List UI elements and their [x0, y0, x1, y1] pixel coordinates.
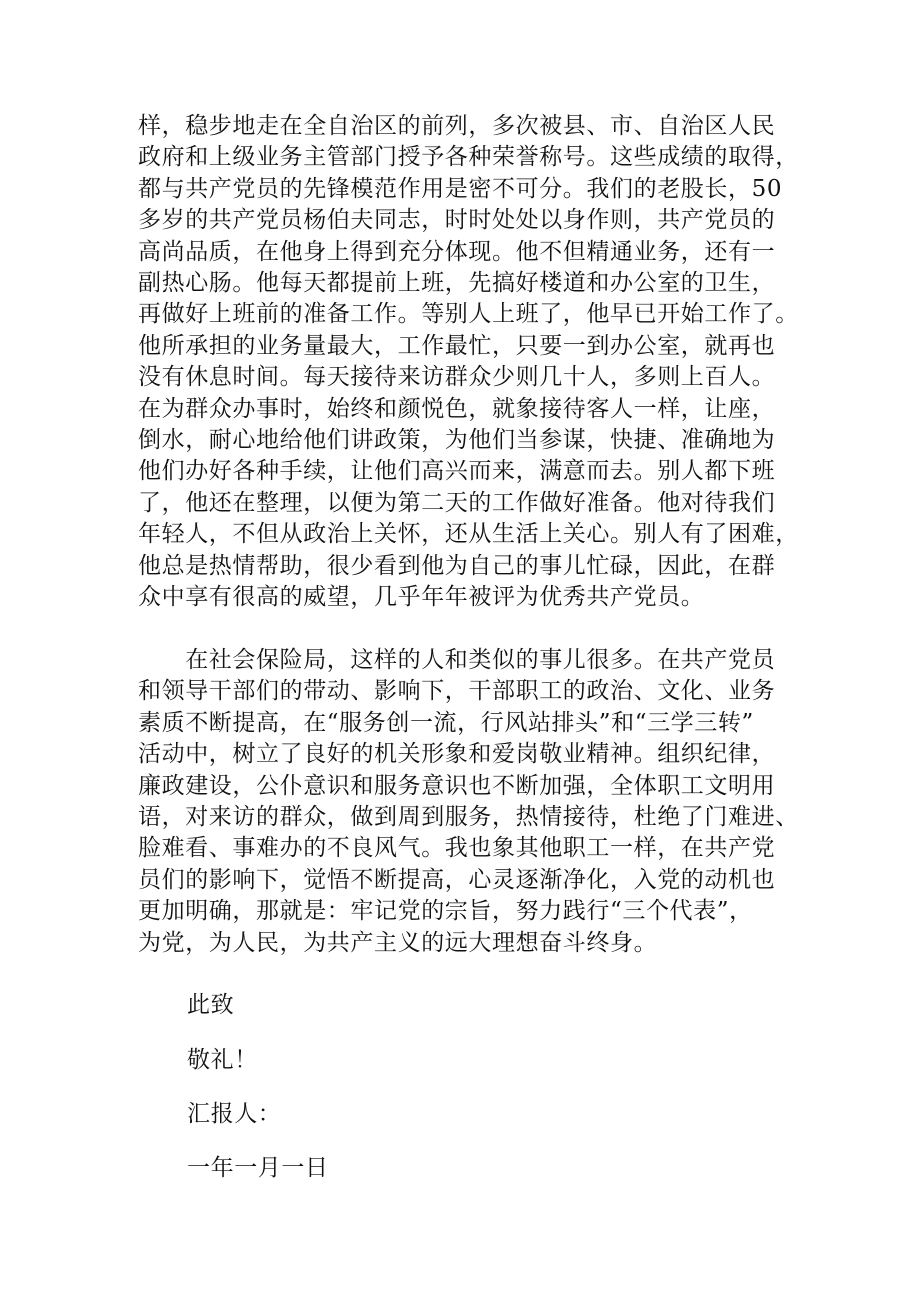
- text-line: 众中享有很高的威望，几乎年年被评为优秀共产党员。: [138, 584, 705, 611]
- text-line: 和领导干部们的带动、影响下，干部职工的政治、文化、业务: [138, 678, 776, 705]
- text-line: 他们办好各种手续，让他们高兴而来，满意而去。别人都下班: [138, 458, 776, 485]
- text-line: 他总是热情帮助，很少看到他为自己的事儿忙碌，因此，在群: [138, 552, 776, 579]
- text-line: 员们的影响下，觉悟不断提高，心灵逐渐净化，入党的动机也: [138, 866, 776, 893]
- reporter-label: 汇报人：: [187, 1101, 282, 1127]
- text-line: 倒水，耐心地给他们讲政策，为他们当参谋，快捷、准确地为: [138, 427, 776, 454]
- text-line: 脸难看、事难办的不良风气。我也象其他职工一样，在共产党: [138, 835, 776, 862]
- body-paragraph-2: [138, 645, 798, 959]
- closing-salute: 此致: [187, 992, 235, 1018]
- text-line: 副热心肠。他每天都提前上班，先搞好楼道和办公室的卫生，: [138, 270, 776, 297]
- text-line: 在为群众办事时，始终和颜悦色，就象接待客人一样，让座，: [138, 395, 776, 422]
- text-line: 都与共产党员的先锋模范作用是密不可分。我们的老股长，50: [138, 175, 783, 202]
- text-line: 样，稳步地走在全自治区的前列，多次被县、市、自治区人民: [138, 113, 776, 139]
- text-line: 年轻人，不但从政治上关怀，还从生活上关心。别人有了困难，: [138, 521, 799, 548]
- text-line: 在社会保险局，这样的人和类似的事儿很多。在共产党员: [138, 647, 776, 673]
- report-date: 一年一月一日: [187, 1155, 329, 1181]
- text-line: 素质不断提高，在“服务创一流，行风站排头”和“三学三转”: [138, 709, 754, 736]
- text-line: 再做好上班前的准备工作。等别人上班了，他早已开始工作了。: [138, 301, 799, 328]
- closing-respect: 敬礼！: [187, 1047, 258, 1073]
- text-line: 语，对来访的群众，做到周到服务，热情接待，杜绝了门难进、: [138, 804, 799, 831]
- text-line: 多岁的共产党员杨伯夫同志，时时处处以身作则，共产党员的: [138, 207, 776, 234]
- text-line: 活动中，树立了良好的机关形象和爱岗敬业精神。组织纪律，: [138, 741, 776, 768]
- text-line: 更加明确，那就是：牢记党的宗旨，努力践行“三个代表”，: [138, 898, 753, 925]
- text-line: 高尚品质，在他身上得到充分体现。他不但精通业务，还有一: [138, 238, 776, 265]
- text-line: 他所承担的业务量最大，工作最忙，只要一到办公室，就再也: [138, 332, 776, 359]
- text-line: 没有休息时间。每天接待来访群众少则几十人，多则上百人。: [138, 364, 776, 391]
- body-paragraph-1: [138, 111, 798, 614]
- text-line: 为党，为人民，为共产主义的远大理想奋斗终身。: [138, 929, 658, 956]
- text-line: 廉政建设，公仆意识和服务意识也不断加强，全体职工文明用: [138, 772, 776, 799]
- text-line: 了，他还在整理，以便为第二天的工作做好准备。他对待我们: [138, 489, 776, 516]
- text-line: 政府和上级业务主管部门授予各种荣誉称号。这些成绩的取得，: [138, 144, 799, 171]
